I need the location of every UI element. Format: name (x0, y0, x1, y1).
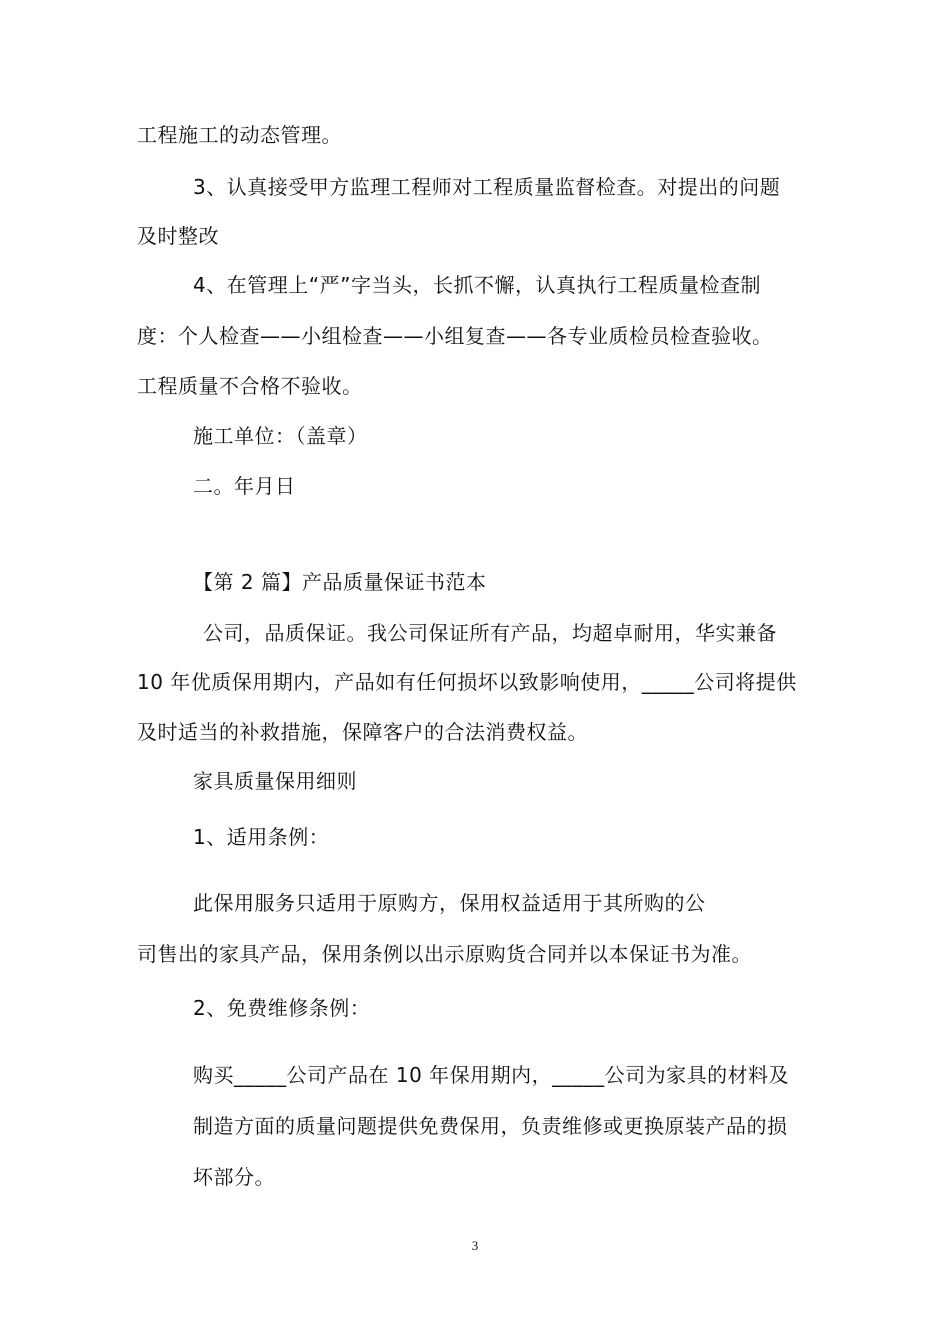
paragraph-line: 及时整改 (137, 224, 219, 248)
signature-line: 施工单位：（盖章） (193, 424, 368, 448)
section-heading: 【第 2 篇】产品质量保证书范本 (193, 570, 487, 594)
date-line: 二。年月日 (193, 474, 296, 498)
list-item-heading: 1、适用条例： (193, 825, 330, 849)
paragraph-line: 度：个人检查——小组检查——小组复查——各专业质检员检查验收。 (137, 324, 773, 348)
paragraph-line: 工程质量不合格不验收。 (137, 374, 363, 398)
paragraph-line: 坏部分。 (193, 1165, 275, 1189)
paragraph-line: 及时适当的补救措施，保障客户的合法消费权益。 (137, 720, 588, 744)
paragraph-line: 公司，品质保证。我公司保证所有产品，均超卓耐用，华实兼备 (203, 621, 777, 645)
list-item-heading: 2、免费维修条例： (193, 996, 371, 1020)
paragraph-line: 10 年优质保用期内，产品如有任何损坏以致影响使用，_____公司将提供 (137, 670, 797, 694)
paragraph-line: 4、在管理上“严”字当头，长抓不懈，认真执行工程质量检查制 (193, 273, 761, 297)
paragraph-line: 司售出的家具产品，保用条例以出示原购货合同并以本保证书为准。 (137, 942, 752, 966)
subheading: 家具质量保用细则 (193, 769, 357, 793)
paragraph-line: 制造方面的质量问题提供免费保用，负责维修或更换原装产品的损 (193, 1114, 788, 1138)
paragraph-line: 购买_____公司产品在 10 年保用期内，_____公司为家具的材料及 (193, 1063, 790, 1087)
paragraph-line: 工程施工的动态管理。 (137, 123, 342, 147)
page-number: 3 (471, 1238, 479, 1253)
paragraph-line: 此保用服务只适用于原购方，保用权益适用于其所购的公 (193, 891, 706, 915)
paragraph-line: 3、认真接受甲方监理工程师对工程质量监督检查。对提出的问题 (193, 175, 781, 199)
